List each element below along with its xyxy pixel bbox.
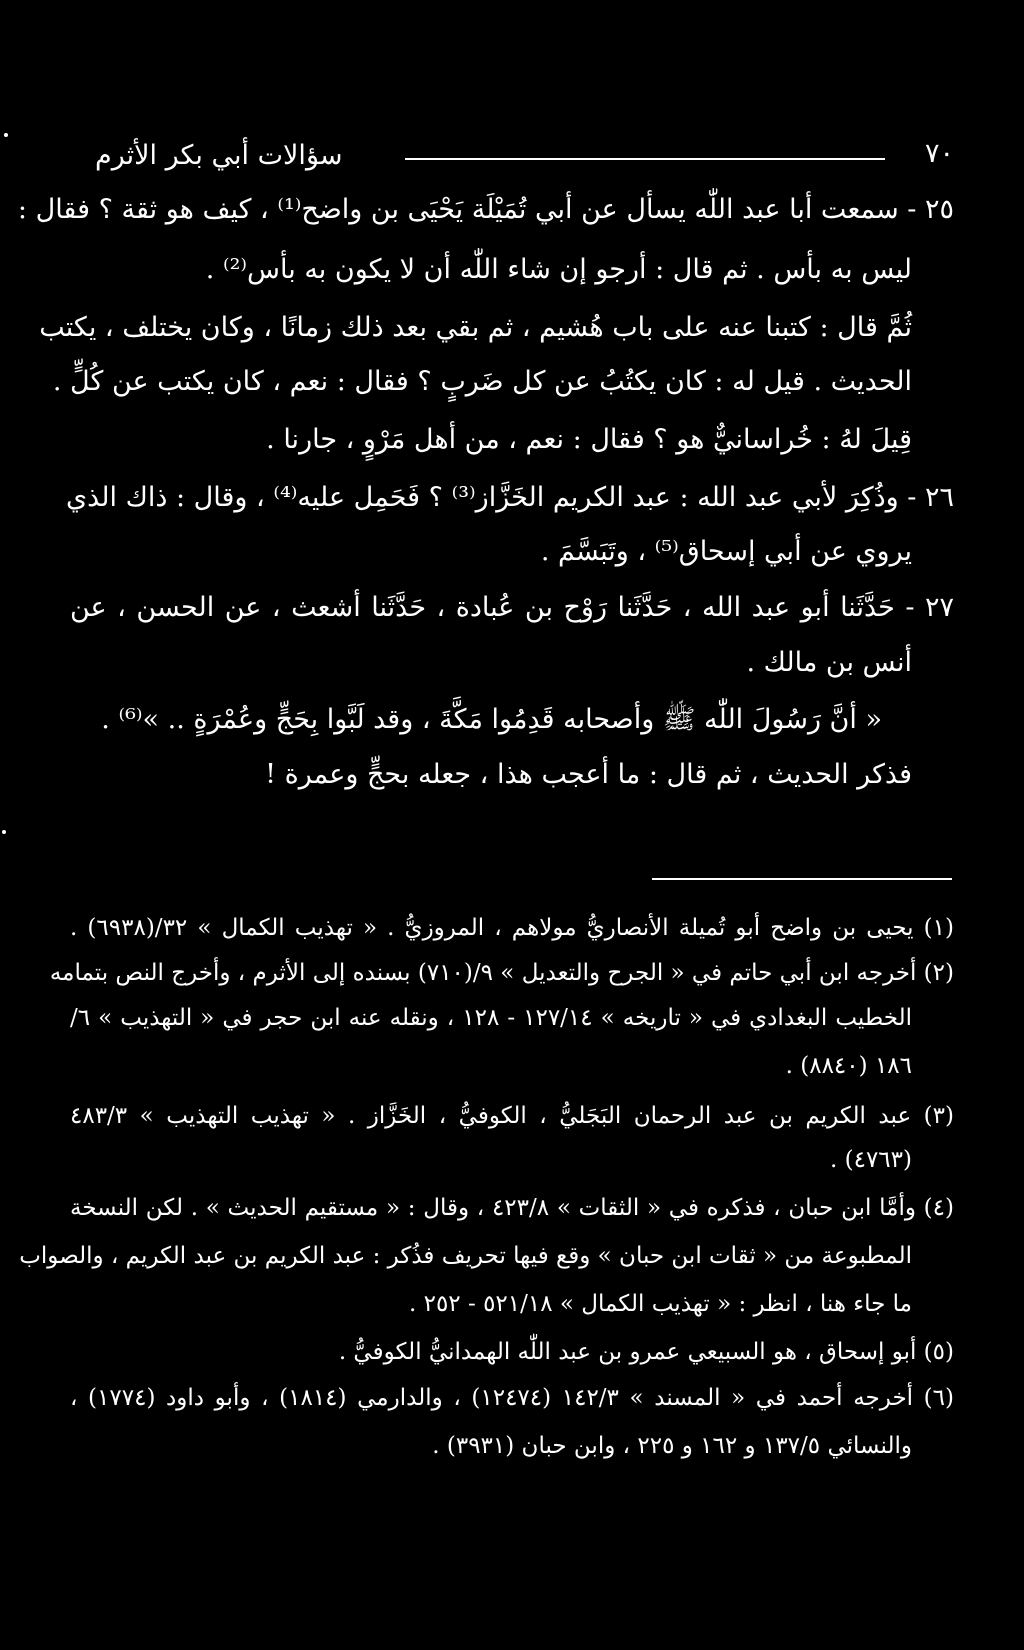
text-line: ٢٧ - حَدَّثَنا أبو عبد الله ، حَدَّثَنا رَوْح بن عُبادة ، حَدَّثَنا أشعث ، عن الحسن ، عن: [70, 592, 954, 623]
header-rule: [405, 158, 885, 160]
text-line: الحديث . قيل له : كان يكتُبُ عن كل ضَربٍ ؟ فقال : نعم ، كان يكتب عن كُلٍّ .: [52, 366, 912, 397]
footnote-separator: [652, 878, 952, 880]
footnote-line: ١٨٦ (٨٨٤٠) .: [785, 1053, 912, 1079]
footnote-line: (٥) أبو إسحاق ، هو السبيعي عمرو بن عبد اللّٰه الهمدانيُّ الكوفيُّ .: [338, 1339, 954, 1365]
footnote-line: (٤) وأمَّا ابن حبان ، فذكره في « الثقات » ٤٢٣/٨ ، وقال : « مستقيم الحديث » . لكن النسخة: [70, 1195, 954, 1221]
footnote-line: (٣) عبد الكريم بن عبد الرحمان البَجَليُّ ، الكوفيُّ ، الخَزَّاز . « تهذيب التهذيب » ٤٨٣/٣: [70, 1103, 954, 1129]
text-line: يروي عن أبي إسحاق⁽⁵⁾ ، وتَبَسَّمَ .: [540, 536, 912, 567]
scan-speck: [2, 830, 6, 834]
footnote-line: والنسائي ١٣٧/٥ و ١٦٢ و ٢٢٥ ، وابن حبان (٣٩٣١) .: [432, 1433, 912, 1459]
footnote-line: ما جاء هنا ، انظر : « تهذيب الكمال » ٥٢١/١٨ - ٢٥٢ .: [408, 1291, 912, 1317]
running-header-title: سؤالات أبي بكر الأثرم: [95, 140, 343, 171]
footnote-line: (٢) أخرجه ابن أبي حاتم في « الجرح والتعديل » ٩/(٧١٠) بسنده إلى الأثرم ، وأخرج النص بتمامه: [49, 960, 954, 986]
footnote-line: (٦) أخرجه أحمد في « المسند » ١٤٢/٣ (١٢٤٧٤) ، والدارمي (١٨١٤) ، وأبو داود (١٧٧٤) ،: [70, 1385, 954, 1411]
page-number: ٧٠: [924, 138, 954, 169]
text-line: ٢٦ - وذُكِرَ لأبي عبد الله : عبد الكريم الخَزَّاز⁽³⁾ ؟ فَحَمِل عليه⁽⁴⁾ ، وقال : ذاك الذي: [66, 482, 954, 513]
text-line: ثُمَّ قال : كتبنا عنه على باب هُشيم ، ثم بقي بعد ذلك زمانًا ، وكان يختلف ، يكتب: [39, 312, 912, 343]
text-line: ليس به بأس . ثم قال : أرجو إن شاء اللّٰه أن لا يكون به بأس⁽²⁾ .: [205, 254, 912, 285]
text-line: « أنَّ رَسُولَ اللّٰه ﷺ وأصحابه قَدِمُوا مَكَّةَ ، وقد لَبَّوا بِحَجٍّ وعُمْرَةٍ .. »⁽⁶⁾ .: [101, 704, 882, 735]
text-line: أنس بن مالك .: [746, 647, 912, 678]
footnote-line: المطبوعة من « ثقات ابن حبان » وقع فيها تحريف فذُكر : عبد الكريم بن عبد الكريم ، والصواب: [19, 1243, 912, 1269]
scan-speck: [4, 133, 8, 137]
footnote-line: (٤٧٦٣) .: [829, 1147, 912, 1173]
text-line: ٢٥ - سمعت أبا عبد اللّٰه يسأل عن أبي تُمَيْلَة يَحْيَى بن واضح⁽¹⁾ ، كيف هو ثقة ؟ فقال :: [17, 194, 954, 225]
footnote-line: الخطيب البغدادي في « تاريخه » ١٢٧/١٤ - ١٢٨ ، ونقله عنه ابن حجر في « التهذيب » ٦/: [70, 1005, 912, 1031]
text-line: فذكر الحديث ، ثم قال : ما أعجب هذا ، جعله بحجٍّ وعمرة !: [265, 759, 912, 790]
text-line: قِيلَ لهُ : خُراسانيٌّ هو ؟ فقال : نعم ، من أهل مَرْوٍ ، جارنا .: [266, 424, 912, 455]
footnote-line: (١) يحيى بن واضح أبو تُميلة الأنصاريُّ مولاهم ، المروزيُّ . « تهذيب الكمال » ٣٢/(٦٩٣٨) .: [70, 915, 954, 941]
